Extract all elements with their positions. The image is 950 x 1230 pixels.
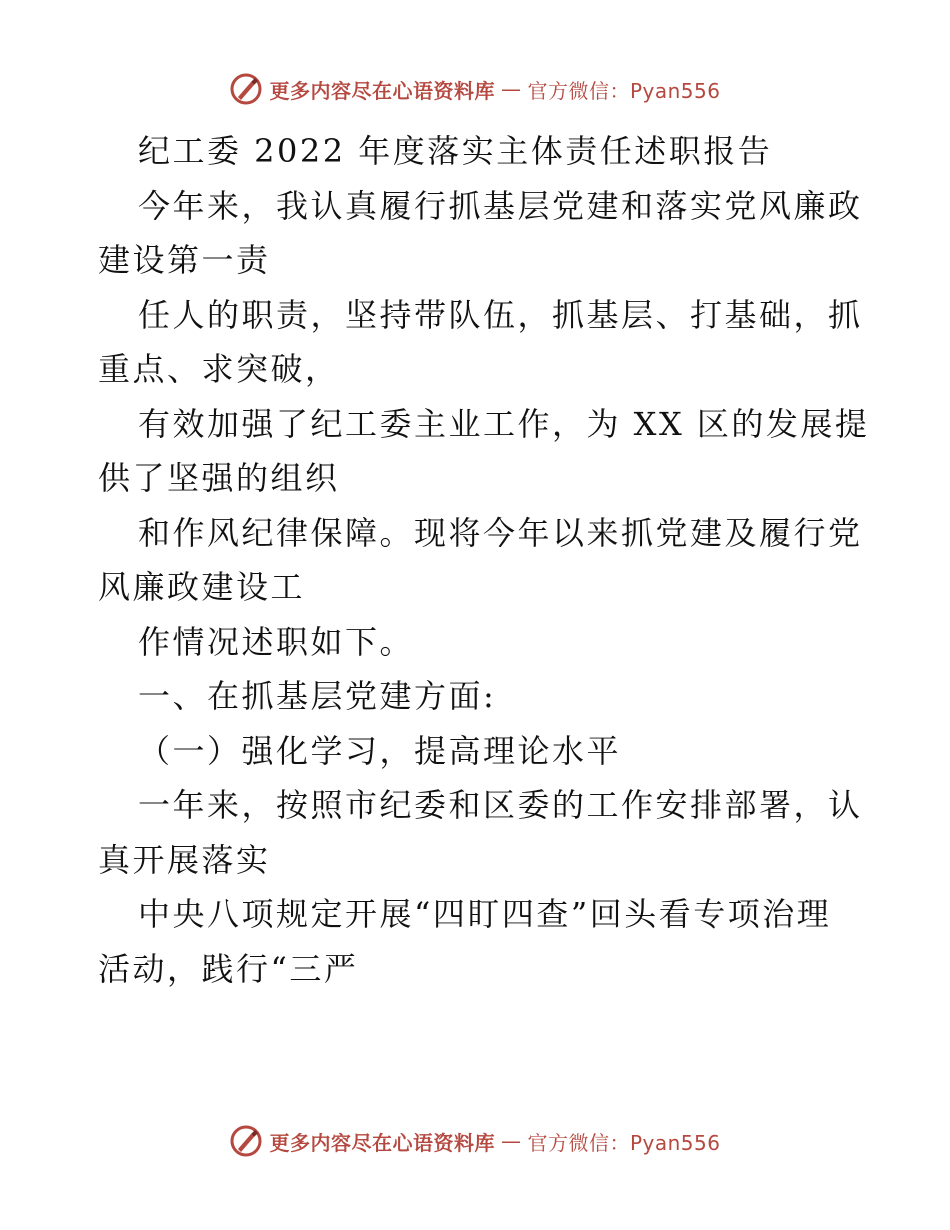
paragraph-line: 真开展落实 bbox=[98, 840, 271, 879]
paragraph-line: 作情况述职如下。 bbox=[138, 622, 415, 661]
header-watermark bbox=[0, 72, 950, 106]
paragraph-line: 和作风纪律保障。现将今年以来抓党建及履行党 bbox=[138, 513, 863, 552]
paragraph-line: 中央八项规定开展“四盯四查”回头看专项治理 bbox=[138, 895, 832, 933]
paragraph-line: 重点、求突破， bbox=[98, 350, 340, 388]
paragraph-line: 供了坚强的组织 bbox=[98, 459, 340, 497]
paragraph-line: 建设第一责 bbox=[98, 241, 271, 279]
subsection-heading: （一）强化学习，提高理论水平 bbox=[138, 731, 622, 770]
watermark-dash: — bbox=[500, 77, 522, 101]
paragraph-line: 一年来，按照市纪委和区委的工作安排部署，认 bbox=[138, 786, 863, 824]
paragraph-line: 风廉政建设工 bbox=[98, 568, 306, 606]
watermark-dash: — bbox=[500, 1129, 522, 1153]
pen-seal-icon bbox=[229, 72, 263, 106]
paragraph-line: 任人的职责，坚持带队伍，抓基层、打基础，抓 bbox=[138, 295, 863, 334]
watermark-brand: 更多内容尽在心语资料库 bbox=[269, 78, 495, 103]
watermark-account: 官方微信：Pyan556 bbox=[527, 78, 721, 103]
pen-seal-icon bbox=[229, 1124, 263, 1158]
paragraph-line: 今年来，我认真履行抓基层党建和落实党风廉政 bbox=[138, 186, 863, 225]
section-heading: 一、在抓基层党建方面: bbox=[138, 677, 497, 715]
document-body bbox=[98, 124, 870, 996]
watermark-brand: 更多内容尽在心语资料库 bbox=[269, 1130, 495, 1155]
paragraph-line: 活动，践行“三严 bbox=[98, 949, 359, 988]
paragraph-line: 有效加强了纪工委主业工作，为 XX 区的发展提 bbox=[138, 404, 870, 443]
watermark-account: 官方微信：Pyan556 bbox=[527, 1130, 721, 1155]
footer-watermark bbox=[0, 1124, 950, 1158]
document-title: 纪工委 2022 年度落实主体责任述职报告 bbox=[138, 132, 773, 170]
